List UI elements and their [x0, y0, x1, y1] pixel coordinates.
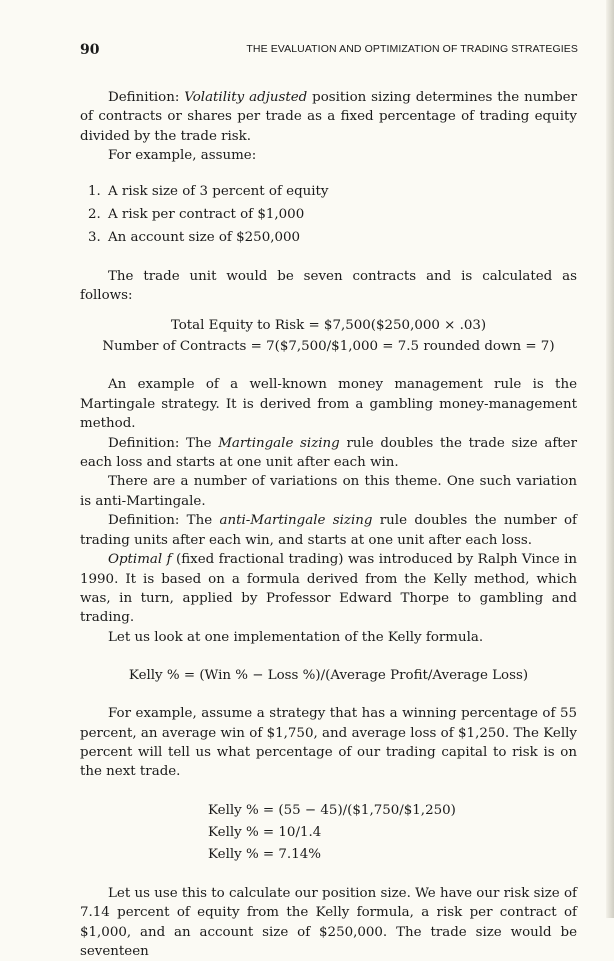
kelly-calculation — [208, 800, 577, 866]
definition-anti-martingale: Definition: The anti-Martingale sizing rule doubles the number of trading units after each win, and starts at one unit after each loss. — [80, 513, 577, 548]
kelly-example-paragraph: For example, assume a strategy that has a winning percentage of 55 percent, an average win of $1,750, and average loss of $1,250. The Kelly percent will tell us what percentage of our trading capital to risk is on the next trade. — [80, 706, 577, 780]
page-number: 90 — [80, 42, 100, 58]
example-intro: For example, assume: — [108, 148, 257, 164]
kelly-intro: Let us look at one implementation of the Kelly formula. — [108, 629, 484, 645]
variations-paragraph: There are a number of variations on this theme. One such variation is anti-Martingale. — [80, 474, 577, 509]
kelly-step: Kelly % = 7.14% — [208, 846, 321, 862]
kelly-formula: Kelly % = (Win % − Loss %)/(Average Profit/Average Loss) — [128, 668, 529, 684]
position-size-paragraph: Let us use this to calculate our position size. We have our risk size of 7.14 percent of equity from the Kelly formula, a risk per contract of $1,000, and an account size of $250,000. The trade size would be seventeen — [80, 885, 577, 959]
list-item: 1. A risk size of 3 percent of equity — [88, 183, 329, 199]
definition-martingale: Definition: The Martingale sizing rule doubles the trade size after each loss and starts at one unit after each win. — [80, 435, 577, 471]
page-spine-shadow — [606, 0, 614, 918]
kelly-step: Kelly % = (55 − 45)/($1,750/$1,250) — [208, 802, 456, 818]
equation-number-contracts: Number of Contracts = 7($7,500/$1,000 = 7.5 rounded down = 7) — [102, 339, 555, 355]
equation-block — [80, 315, 577, 357]
martingale-intro: An example of a well-known money management rule is the Martingale strategy. It is derived from a gambling money-management method. — [80, 377, 577, 432]
page-header — [80, 42, 578, 58]
list-item: 3. An account size of $250,000 — [88, 229, 301, 245]
optimal-f-paragraph: Optimal f (fixed fractional trading) was introduced by Ralph Vince in 1990. It is based on a formula derived from the Kelly method, which was, in turn, applied by Professor Edward Thorpe to gambling and trading. — [80, 552, 577, 626]
list-item: 2. A risk per contract of $1,000 — [88, 206, 305, 222]
page-body — [80, 88, 577, 961]
running-title: THE EVALUATION AND OPTIMIZATION OF TRADING STRATEGIES — [246, 43, 578, 55]
equation-total-equity: Total Equity to Risk = $7,500($250,000 × .03) — [170, 318, 487, 334]
trade-unit-paragraph: The trade unit would be seven contracts and is calculated as follows: — [80, 268, 577, 304]
definition-volatility-adjusted: Definition: Volatility adjusted position sizing determines the number of contracts or shares per trade as a fixed percentage of trading equity divided by the trade risk. — [80, 90, 577, 144]
kelly-step: Kelly % = 10/1.4 — [208, 824, 322, 840]
assumption-list — [80, 180, 577, 249]
